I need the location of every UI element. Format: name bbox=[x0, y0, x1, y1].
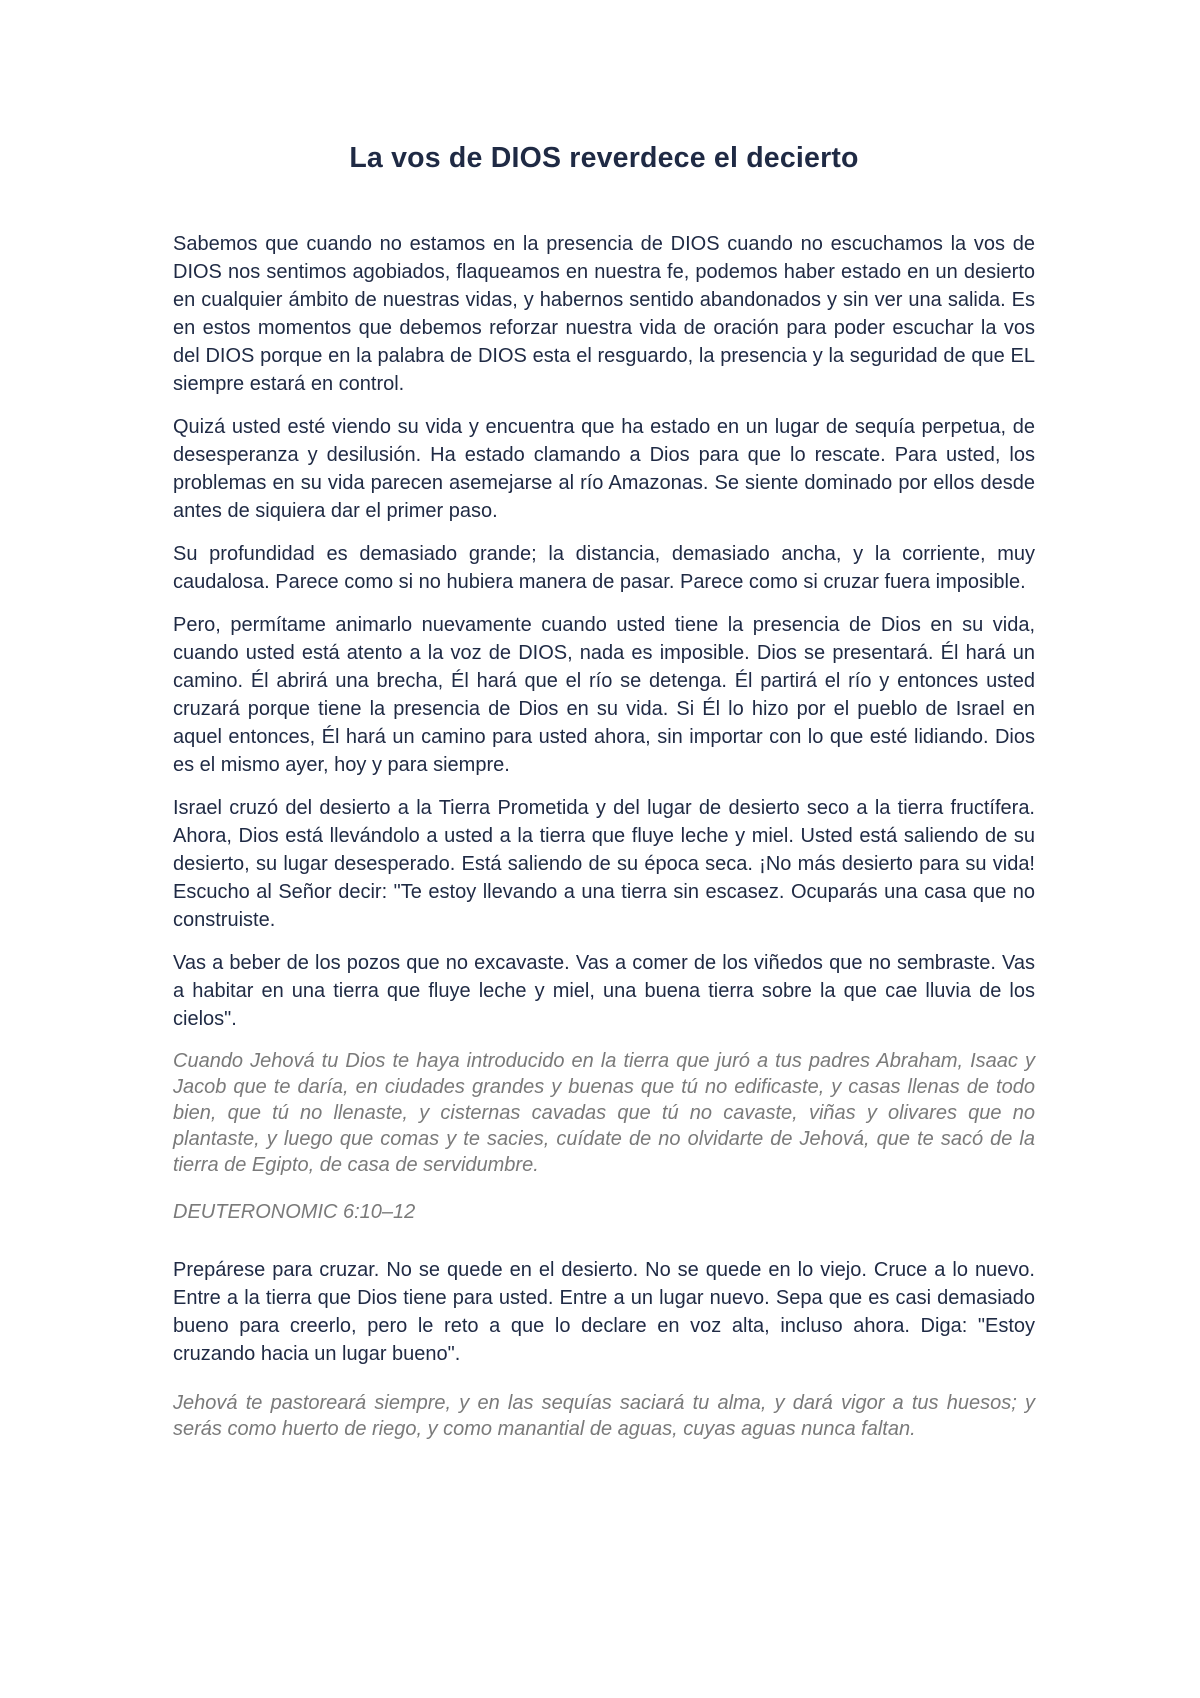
scripture-quote: Cuando Jehová tu Dios te haya introducido en la tierra que juró a tus padres Abraham, Isaac y Jacob que te daría, en ciudades grandes y buenas que tú no edificaste, y casas llenas de todo bien, que tú no llenaste, y cisternas cavadas que tú no cavaste, viñas y olivares que no plantaste, y luego que comas y te sacies, cuídate de no olvidarte de Jehová, que te sacó de la tierra de Egipto, de casa de servidumbre. bbox=[173, 1050, 1035, 1176]
document-title: La vos de DIOS reverdece el decierto bbox=[349, 142, 859, 174]
paragraph: Quizá usted esté viendo su vida y encuentra que ha estado en un lugar de sequía perpetua, de desesperanza y desilusión. Ha estado clamando a Dios para que lo rescate. Para usted, los problemas en su vida parecen asemejarse al río Amazonas. Se siente dominado por ellos desde antes de siquiera dar el primer paso. bbox=[173, 416, 1035, 522]
paragraph: Sabemos que cuando no estamos en la presencia de DIOS cuando no escuchamos la vos de DIOS nos sentimos agobiados, flaqueamos en nuestra fe, podemos haber estado en un desierto en cualquier ámbito de nuestras vidas, y habernos sentido abandonados y sin ver una salida. Es en estos momentos que debemos reforzar nuestra vida de oración para poder escuchar la vos del DIOS porque en la palabra de DIOS esta el resguardo, la presencia y la seguridad de que EL siempre estará en control. bbox=[173, 233, 1035, 395]
paragraph: Pero, permítame animarlo nuevamente cuando usted tiene la presencia de Dios en su vida, cuando usted está atento a la voz de DIOS, nada es imposible. Dios se presentará. Él hará un camino. Él abrirá una brecha, Él hará que el río se detenga. Él partirá el río y entonces usted cruzará porque tiene la presencia de Dios en su vida. Si Él lo hizo por el pueblo de Israel en aquel entonces, Él hará un camino para usted ahora, sin importar con lo que esté lidiando. Dios es el mismo ayer, hoy y para siempre. bbox=[173, 614, 1035, 776]
closing-paragraph: Prepárese para cruzar. No se quede en el desierto. No se quede en lo viejo. Cruce a lo nuevo. Entre a la tierra que Dios tiene para usted. Entre a un lugar nuevo. Sepa que es casi demasiado bueno para creerlo, pero le reto a que lo declare en voz alta, incluso ahora. Diga: "Estoy cruzando hacia un lugar bueno". bbox=[173, 1259, 1035, 1365]
scripture-quote: Jehová te pastoreará siempre, y en las sequías saciará tu alma, y dará vigor a tus huesos; y serás como huerto de riego, y como manantial de aguas, cuyas aguas nunca faltan. bbox=[173, 1392, 1035, 1440]
scripture-reference: DEUTERONOMIC 6:10–12 bbox=[173, 1201, 416, 1223]
paragraph: Su profundidad es demasiado grande; la distancia, demasiado ancha, y la corriente, muy caudalosa. Parece como si no hubiera manera de pasar. Parece como si cruzar fuera imposible. bbox=[173, 543, 1035, 593]
paragraph: Vas a beber de los pozos que no excavaste. Vas a comer de los viñedos que no sembraste. Vas a habitar en una tierra que fluye leche y miel, una buena tierra sobre la que cae lluvia de los cielos". bbox=[173, 952, 1035, 1030]
paragraph: Israel cruzó del desierto a la Tierra Prometida y del lugar de desierto seco a la tierra fructífera. Ahora, Dios está llevándolo a usted a la tierra que fluye leche y miel. Usted está saliendo de su desierto, su lugar desesperado. Está saliendo de su época seca. ¡No más desierto para su vida! Escucho al Señor decir: "Te estoy llevando a una tierra sin escasez. Ocuparás una casa que no construiste. bbox=[173, 797, 1035, 931]
document-body bbox=[173, 140, 1035, 1462]
